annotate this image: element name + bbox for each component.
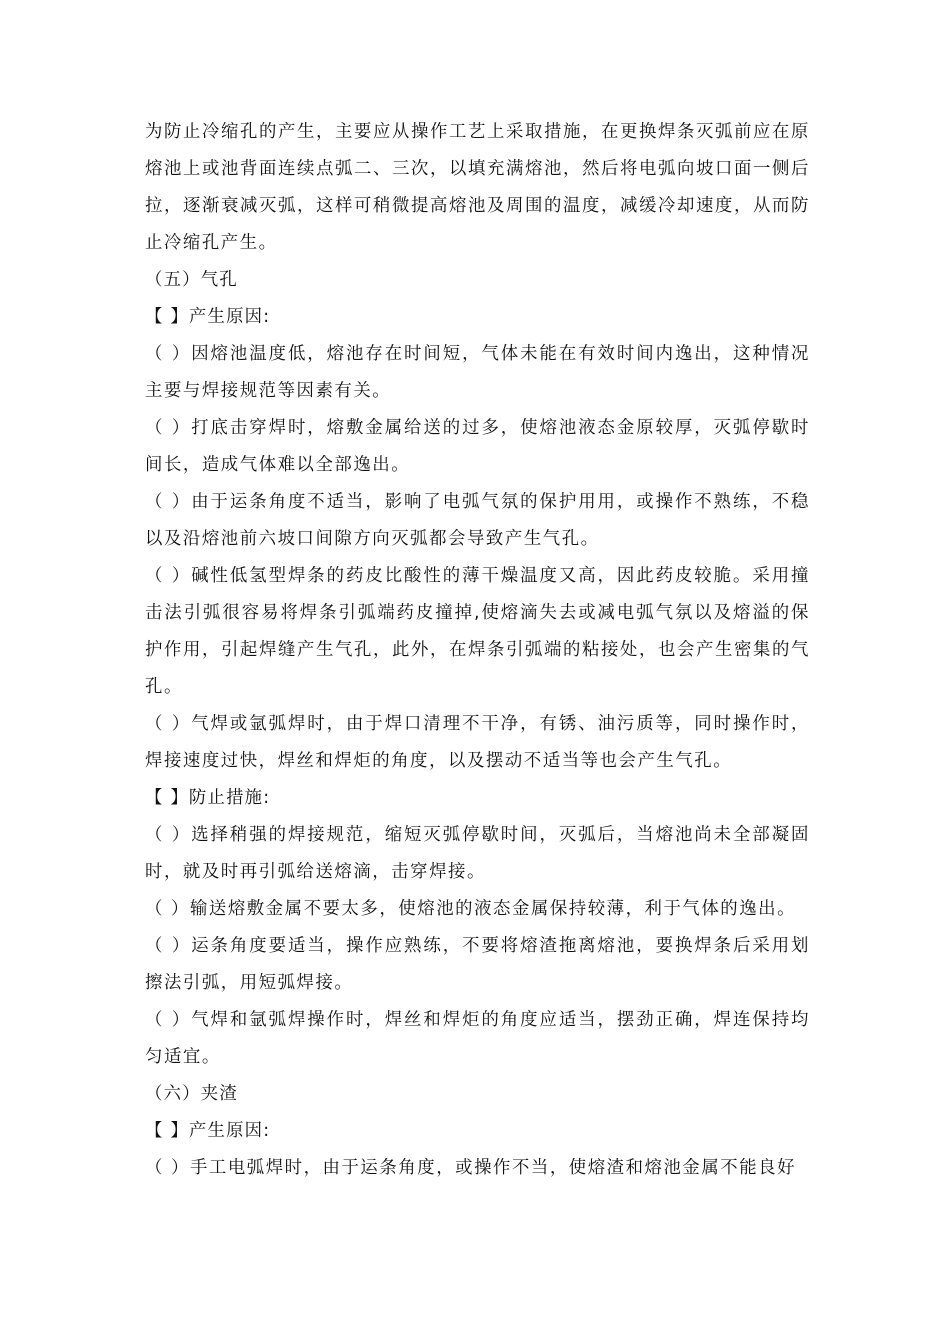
paragraph-cause-4: （ ）碱性低氢型焊条的药皮比酸性的薄干燥温度又高，因此药皮较脆。采用撞击法引弧很容易将焊条引弧端药皮撞掉,使熔滴失去或减电弧气氛以及熔溢的保护作用，引起焊缝产生气孔，此外，在焊条引弧端的粘接处，也会产生密集的气孔。 <box>145 566 810 697</box>
paragraph-cause-3: （ ）由于运条角度不适当，影响了电弧气氛的保护用用，或操作不熟练，不稳以及沿熔池前六坡口间隙方向灭弧都会导致产生气孔。 <box>145 492 810 549</box>
subheading-causes: 【 】产生原因: <box>145 307 271 327</box>
paragraph-prevention-2: （ ）输送熔敷金属不要太多，使熔池的液态金属保持较薄，利于气体的逸出。 <box>145 899 797 919</box>
paragraph-cause-1: （ ）因熔池温度低，熔池存在时间短，气体未能在有效时间内逸出，这种情况主要与焊接规范等因素有关。 <box>145 344 810 401</box>
paragraph-slag-cause-1: （ ）手工电弧焊时，由于运条角度，或操作不当，使熔渣和熔池金属不能良好 <box>145 1158 797 1178</box>
paragraph-cause-5: （ ）气焊或氩弧焊时，由于焊口清理不干净，有锈、油污质等，同时操作时，焊接速度过快，焊丝和焊炬的角度，以及摆动不适当等也会产生气孔。 <box>145 714 810 771</box>
section-heading-porosity: （五）气孔 <box>145 270 238 290</box>
paragraph-prevention-3: （ ）运条角度要适当，操作应熟练，不要将熔渣拖离熔池，要换焊条后采用划擦法引弧，用短弧焊接。 <box>145 936 810 993</box>
paragraph-prevention-4: （ ）气焊和氩弧焊操作时，焊丝和焊炬的角度应适当，摆劲正确，焊连保持均匀适宜。 <box>145 1010 810 1067</box>
subheading-slag-causes: 【 】产生原因: <box>145 1121 271 1141</box>
paragraph-cause-2: （ ）打底击穿焊时，熔敷金属给送的过多，使熔池液态金原较厚，灭弧停歇时间长，造成气体难以全部逸出。 <box>145 418 810 475</box>
subheading-prevention: 【 】防止措施: <box>145 788 271 808</box>
document-page <box>145 114 810 1187</box>
paragraph-prevention-1: （ ）选择稍强的焊接规范，缩短灭弧停歇时间，灭弧后，当熔池尚未全部凝固时，就及时再引弧给送熔滴，击穿焊接。 <box>145 825 810 882</box>
paragraph-shrinkage-prevention: 为防止冷缩孔的产生，主要应从操作工艺上采取措施，在更换焊条灭弧前应在原熔池上或池背面连续点弧二、三次，以填充满熔池，然后将电弧向坡口面一侧后拉，逐渐衰减灭弧，这样可稍微提高熔池及周围的温度，减缓冷却速度，从而防止冷缩孔产生。 <box>145 122 810 253</box>
section-heading-slag-inclusion: （六）夹渣 <box>145 1084 238 1104</box>
